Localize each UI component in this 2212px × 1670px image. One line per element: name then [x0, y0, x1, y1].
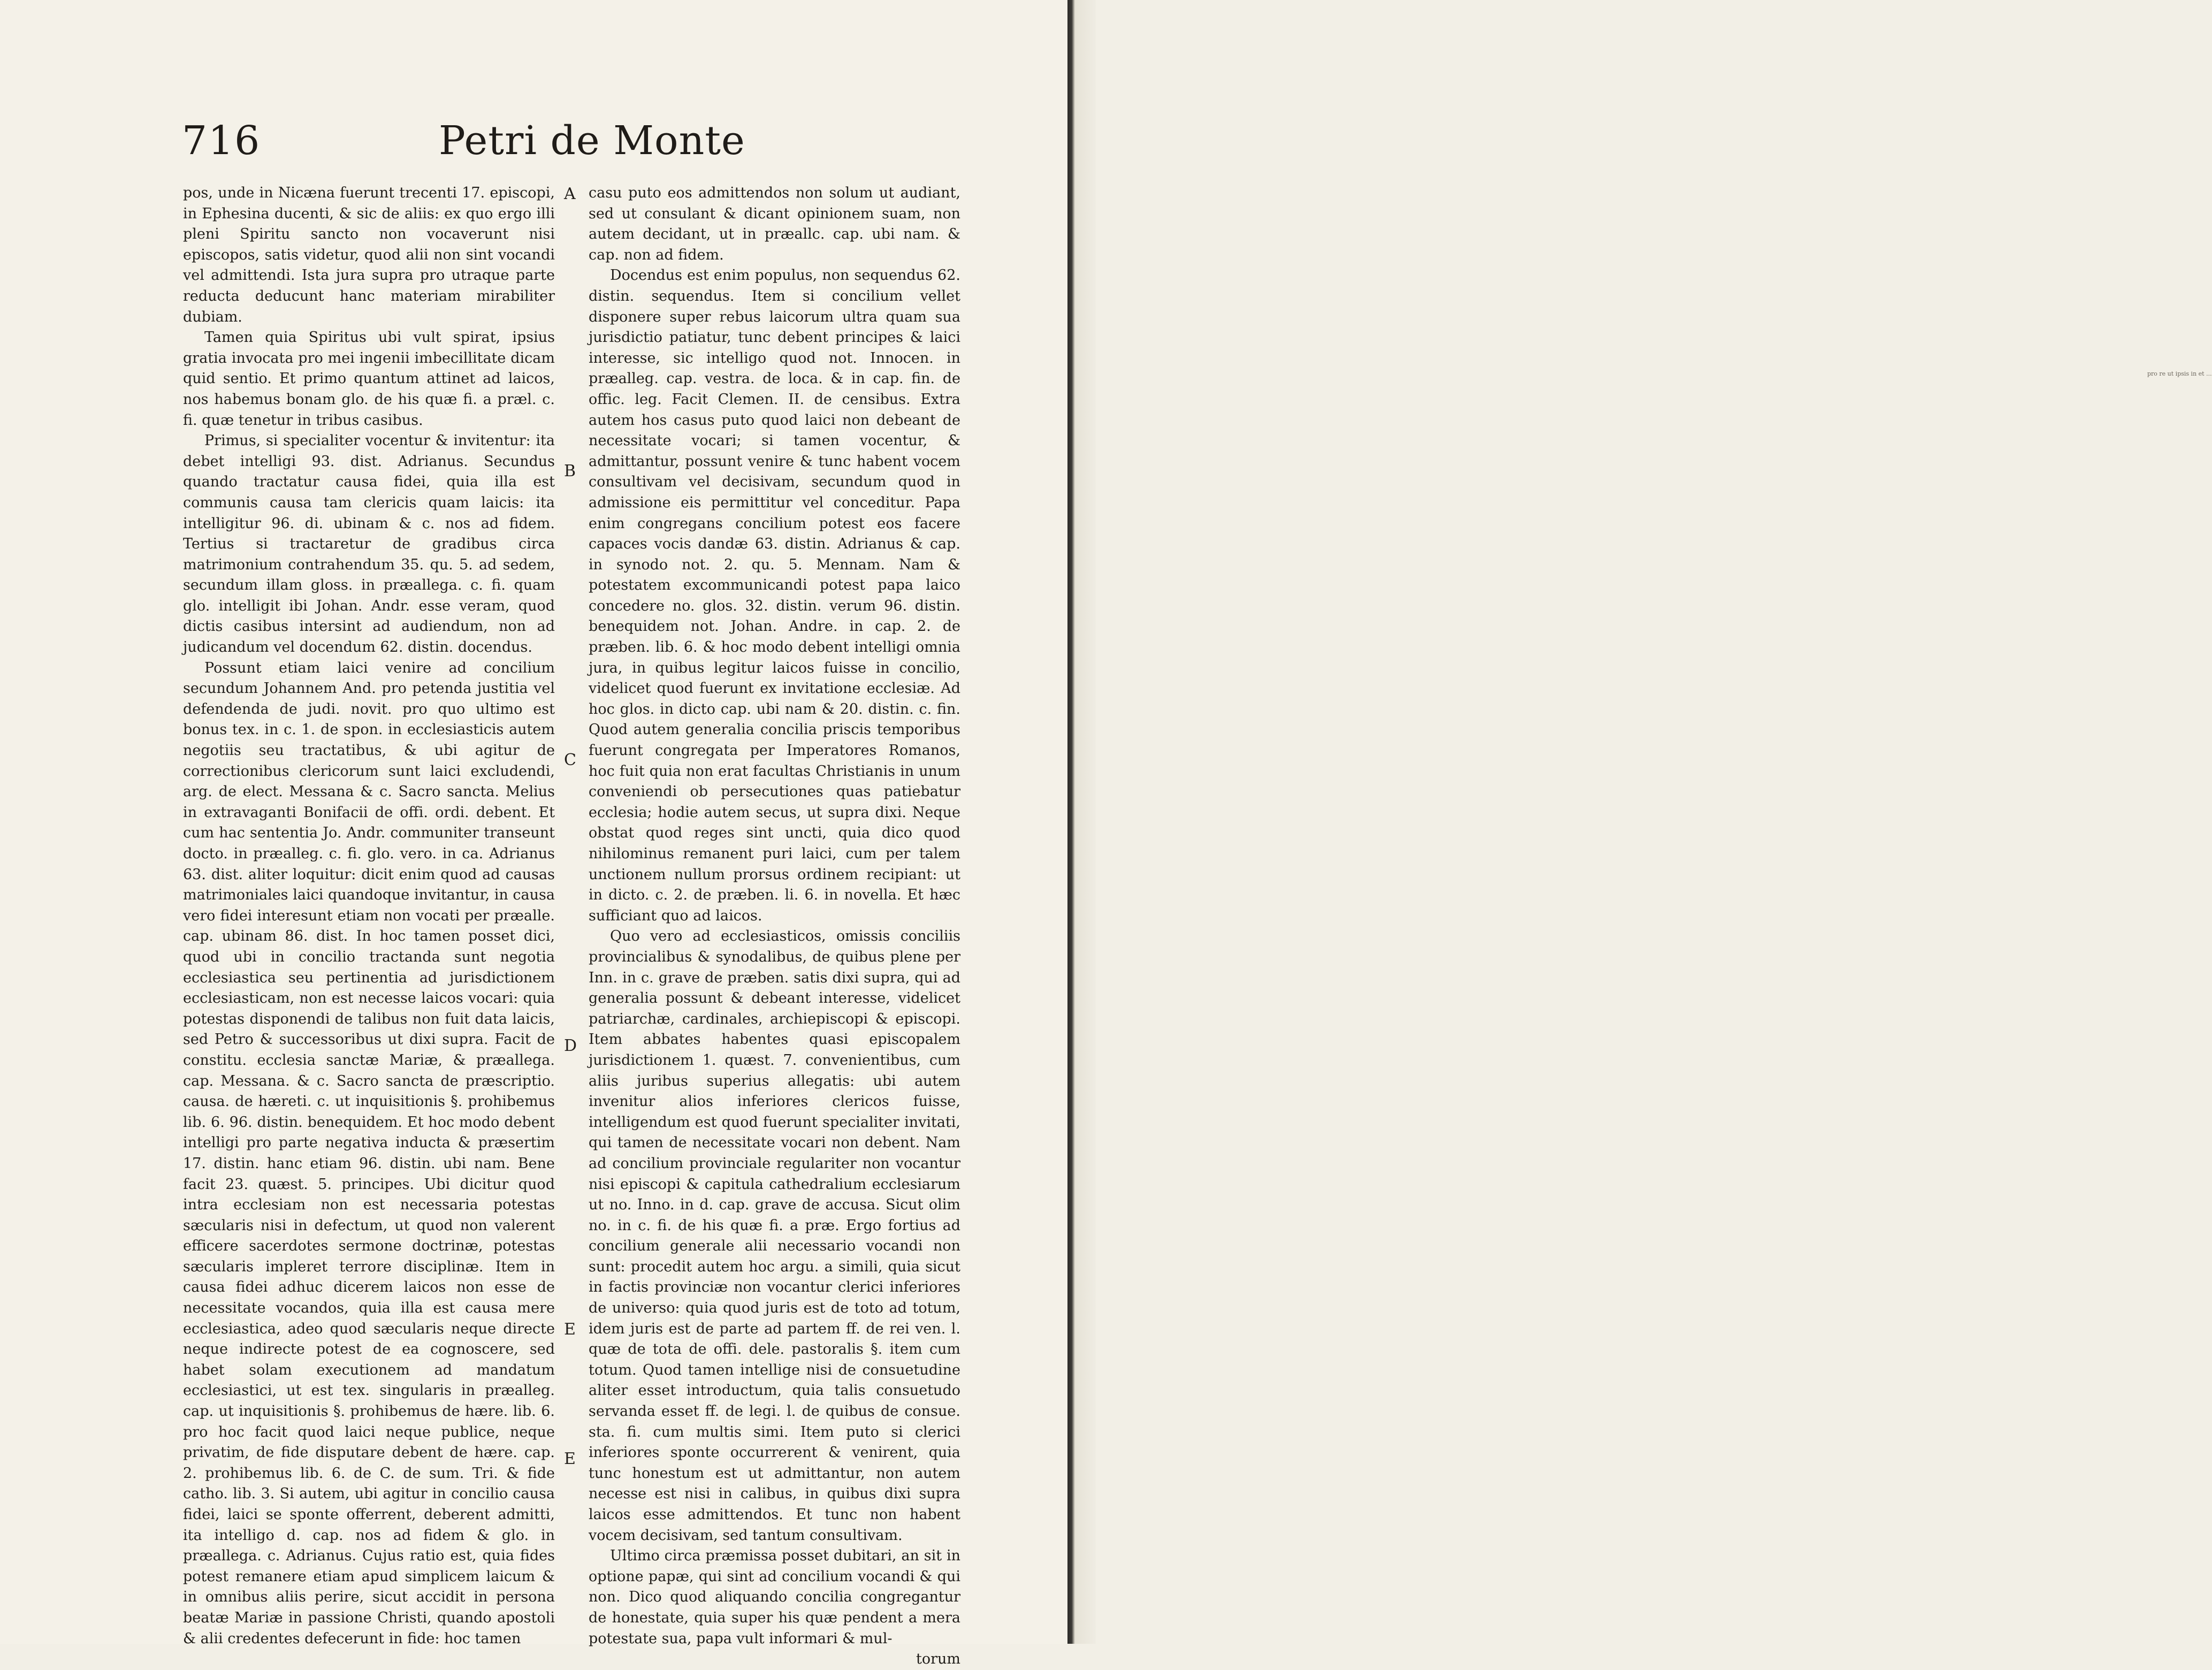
book-page: [0, 0, 1067, 1668]
section-marker-e-2: E: [564, 1450, 576, 1468]
margin-note: pro re ut ipsis in et ...: [2147, 370, 2212, 377]
section-marker-e: E: [564, 1320, 576, 1339]
section-marker-c: C: [564, 751, 576, 769]
section-marker-d: D: [564, 1036, 577, 1055]
page-number: 716: [182, 118, 261, 164]
left-paragraph-1: pos, unde in Nicæna fuerunt trecenti 17. episcopi, in Ephesina ducenti, & sic de aliis: ex quo ergo illi pleni Spiritu sancto non vocaverunt nisi episcopos, satis videtur, quod alii non sint vocandi vel admittendi. Ista jura supra pro utraque parte reducta deducunt hanc materiam mirabiliter dubiam.: [183, 185, 555, 325]
right-paragraph-4: Ultimo circa præmissa posset dubitari, an sit in optione papæ, qui sint ad concilium vocandi & qui non. Dico quod aliquando concilia congregantur de honestate, quia super his quæ pendent a mera potestate sua, papa vult informari & mul-: [589, 1547, 960, 1647]
right-paragraph-3: Quo vero ad ecclesiasticos, omissis conciliis provincialibus & synodalibus, de quibus plene per Inn. in c. grave de præben. satis dixi supra, qui ad generalia possunt & debeant interesse, videlicet patriarchæ, cardinales, archiepiscopi & episcopi. Item abbates habentes quasi episcopalem jurisdictionem 1. quæst. 7. convenientibus, cum aliis juribus superius allegatis: ubi autem invenitur alios inferiores clericos fuisse, intelligendum est quod fuerunt specialiter invitati, qui tamen de necessitate vocari non debent. Nam ad concilium provinciale regulariter non vocantur nisi episcopi & capitula cathedralium ecclesiarum ut no. Inno. in d. cap. grave de accusa. Sicut olim no. in c. fi. de his quæ fi. a præ. Ergo fortius ad concilium generale alii necessario vocandi non sunt: procedit autem hoc argu. a simili, quia sicut in factis provinciæ non vocantur clerici inferiores de universo: quia quod juris est de toto ad totum, idem juris est de parte ad partem ff. de rei ven. l. quæ de tota de offi. dele. pastoralis §. item cum totum. Quod tamen intellige nisi de consuetudine aliter esset introductum, quia talis consuetudo servanda esset ff. de legi. l. de quibus de consue. sta. fi. cum multis simi. Item puto si clerici inferiores sponte occurrerent & venirent, quia tunc honestum est ut admittantur, non autem necesse est nisi in calibus, in quibus dixi supra laicos esse admittendos. Et tunc non habent vocem decisivam, sed tantum consultivam.: [589, 928, 960, 1544]
left-paragraph-2: Tamen quia Spiritus ubi vult spirat, ipsius gratia invocata pro mei ingenii imbecillitate dicam quid sentio. Et primo quantum attinet ad laicos, nos habemus bonam glo. de his quæ fi. a præl. c. fi. quæ tenetur in tribus casibus.: [183, 329, 555, 429]
right-paragraph-1: casu puto eos admittendos non solum ut audiant, sed ut consulant & dicant opinionem suam, non autem decidant, ut in præallc. cap. ubi nam. & cap. non ad fidem.: [589, 185, 960, 263]
right-column: [589, 183, 960, 1670]
left-column: [183, 183, 555, 1649]
section-marker-b: B: [564, 462, 576, 481]
page-header: [182, 117, 942, 170]
facing-page-edge: [1067, 0, 2212, 1644]
right-paragraph-2: Docendus est enim populus, non sequendus 62. distin. sequendus. Item si concilium vellet disponere super rebus laicorum ultra quam sua jurisdictio patiatur, tunc debent principes & laici interesse, sic intelligo quod not. Innocen. in præalleg. cap. vestra. de loca. & in cap. fin. de offic. leg. Facit Clemen. II. de censibus. Extra autem hos casus puto quod laici non debeant de necessitate vocari; si tamen vocentur, & admittantur, possunt venire & tunc habent vocem consultivam vel decisivam, secundum quod in admissione eis permittitur vel conceditur. Papa enim congregans concilium potest eos facere capaces vocis dandæ 63. distin. Adrianus & cap. in synodo not. 2. qu. 5. Mennam. Nam & potestatem excommunicandi potest papa laico concedere no. glos. 32. distin. verum 96. distin. benequidem not. Johan. Andre. in cap. 2. de præben. lib. 6. & hoc modo debent intelligi omnia jura, in quibus legitur laicos fuisse in concilio, videlicet quod fuerunt ex invitatione ecclesiæ. Ad hoc glos. in dicto cap. ubi nam & 20. distin. c. fin. Quod autem generalia concilia priscis temporibus fuerunt congregata per Imperatores Romanos, hoc fuit quia non erat facultas Christianis in unum conveniendi ob persecutiones quas patiebatur ecclesia; hodie autem secus, ut supra dixi. Neque obstat quod reges sint uncti, quia dico quod nihilominus remanent puri laici, cum per talem unctionem nullum prorsus ordinem recipiant: ut in dicto. c. 2. de præben. li. 6. in novella. Et hæc sufficiant quo ad laicos.: [589, 267, 960, 924]
left-paragraph-4: Possunt etiam laici venire ad concilium secundum Johannem And. pro petenda justitia vel defendenda de judi. novit. pro quo ultimo est bonus tex. in c. 1. de spon. in ecclesiasticis autem negotiis seu tractatibus, & ubi agitur de correctionibus clericorum sunt laici excludendi, arg. de elect. Messana & c. Sacro sancta. Melius in extravaganti Bonifacii de offi. ordi. debent. Et cum hac sententia Jo. Andr. communiter transeunt docto. in præalleg. c. fi. glo. vero. in ca. Adrianus 63. dist. aliter loquitur: dicit enim quod ad causas matrimoniales laici quandoque invitantur, in causa vero fidei interesunt etiam non vocati per præalle. cap. ubinam 86. dist. In hoc tamen posset dici, quod ubi in concilio tractanda sunt negotia ecclesiastica seu pertinentia ad jurisdictionem ecclesiasticam, non est necesse laicos vocari: quia potestas disponendi de talibus non fuit data laicis, sed Petro & successoribus ut dixi supra. Facit de constitu. ecclesia sanctæ Mariæ, & præallega. cap. Messana. & c. Sacro sancta de præscriptio. causa. de hæreti. c. ut inquisitionis §. prohibemus lib. 6. 96. distin. benequidem. Et hoc modo debent intelligi pro parte negativa inducta & præsertim 17. distin. hanc etiam 96. distin. ubi nam. Bene facit 23. quæst. 5. principes. Ubi dicitur quod intra ecclesiam non est necessaria potestas sæcularis nisi in defectum, ut quod non valerent efficere sacerdotes sermone doctrinæ, potestas sæcularis impleret terrore disciplinæ. Item in causa fidei adhuc dicerem laicos non esse de necessitate vocandos, quia illa est causa mere ecclesiastica, adeo quod sæcularis neque directe neque indirecte potest de ea cognoscere, sed habet solam executionem ad mandatum ecclesiastici, ut est tex. singularis in præalleg. cap. ut inquisitionis §. prohibemus de hære. lib. 6. pro hoc facit quod laici neque publice, neque privatim, de fide disputare debent de hære. cap. 2. prohibemus lib. 6. de C. de sum. Tri. & fide catho. lib. 3. Si autem, ubi agitur in concilio causa fidei, laici se sponte offerrent, deberent admitti, ita intelligo d. cap. nos ad fidem & glo. in præallega. c. Adrianus. Cujus ratio est, quia fides potest remanere etiam apud simplicem laicum & in omnibus aliis perire, sicut accidit in persona beatæ Mariæ in passione Christi, quando apostoli & alii credentes defecerunt in fide: hoc tamen: [183, 659, 555, 1647]
left-paragraph-3: Primus, si specialiter vocentur & invitentur: ita debet intelligi 93. dist. Adrianus. Secundus quando tractatur causa fidei, quia illa est communis causa tam clericis quam laicis: ita intelligitur 96. di. ubinam & c. nos ad fidem. Tertius si tractaretur de gradibus circa matrimonium contrahendum 35. qu. 5. ad sedem, secundum illam gloss. in præallega. c. fi. quam glo. intelligit ibi Johan. Andr. esse veram, quod dictis casibus intersint ad audiendum, non ad judicandum vel docendum 62. distin. docendus.: [183, 432, 555, 656]
catchword: torum: [916, 1651, 960, 1668]
section-marker-a: A: [564, 185, 576, 203]
running-title: Petri de Monte: [439, 118, 745, 164]
